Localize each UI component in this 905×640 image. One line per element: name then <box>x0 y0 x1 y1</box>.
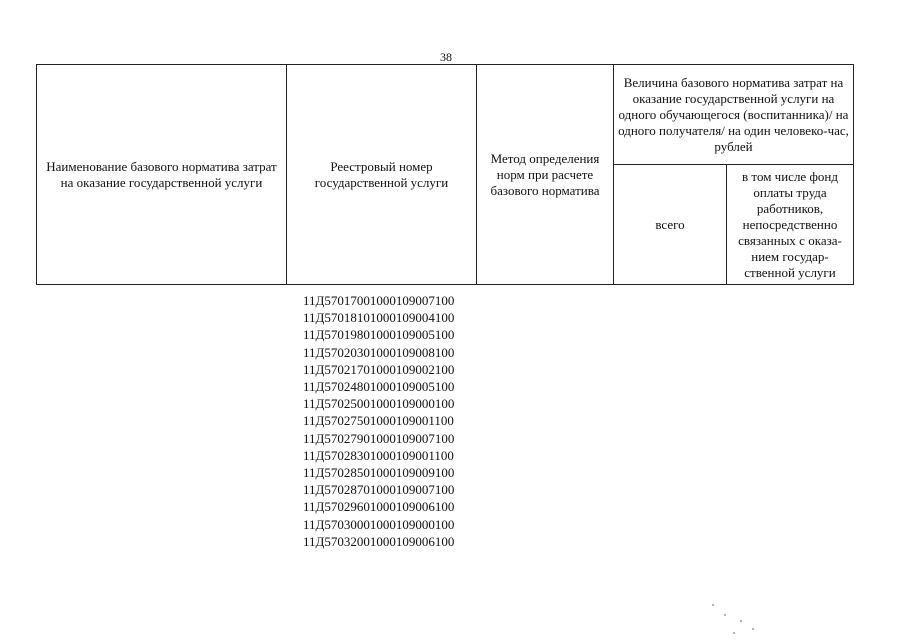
scan-speck <box>733 632 735 634</box>
scan-speck <box>712 604 714 606</box>
page-number: 38 <box>440 50 452 64</box>
scan-speck <box>740 620 742 622</box>
registry-code: 11Д57030001000109000100 <box>303 516 455 532</box>
registry-code: 11Д57027901000109007100 <box>303 430 455 446</box>
registry-code: 11Д57020301000109008100 <box>303 344 455 360</box>
registry-code: 11Д57029601000109006100 <box>303 499 455 515</box>
registry-code: 11Д57021701000109002100 <box>303 361 455 377</box>
registry-codes-list <box>303 292 503 550</box>
registry-code: 11Д57018101000109004100 <box>303 310 455 326</box>
header-norm-name: Наименование базового норматива затрат на оказание государственной услуги <box>37 65 287 285</box>
registry-code: 11Д57028301000109001100 <box>303 447 454 463</box>
norm-header-table <box>36 64 854 285</box>
registry-code: 11Д57017001000109007100 <box>303 293 455 308</box>
scan-speck <box>752 628 754 630</box>
registry-code: 11Д57027501000109001100 <box>303 413 454 429</box>
scan-speck <box>724 614 726 616</box>
header-value-group: Величина базового норматива затрат на оказание государственной услуги на одного обучающегося (воспитанника)/ на одного получателя/ на один человеко-час, рублей <box>614 65 854 165</box>
header-row-top <box>37 65 854 165</box>
registry-code: 11Д57025001000109000100 <box>303 396 455 412</box>
registry-code: 11Д57028501000109009100 <box>303 465 455 481</box>
registry-code: 11Д57028701000109007100 <box>303 482 455 498</box>
registry-code: 11Д57024801000109005100 <box>303 379 455 395</box>
header-registry-number: Реестровый номер государственной услуги <box>287 65 477 285</box>
registry-code: 11Д57019801000109005100 <box>303 327 455 343</box>
header-method: Метод определения норм при расчете базового норматива <box>477 65 614 285</box>
header-total: всего <box>614 165 727 285</box>
registry-code: 11Д57032001000109006100 <box>303 533 455 549</box>
header-wage-fund: в том числе фонд оплаты труда работников, непосредственно связанных с оказа-нием государ-ственной услуги <box>727 165 854 285</box>
